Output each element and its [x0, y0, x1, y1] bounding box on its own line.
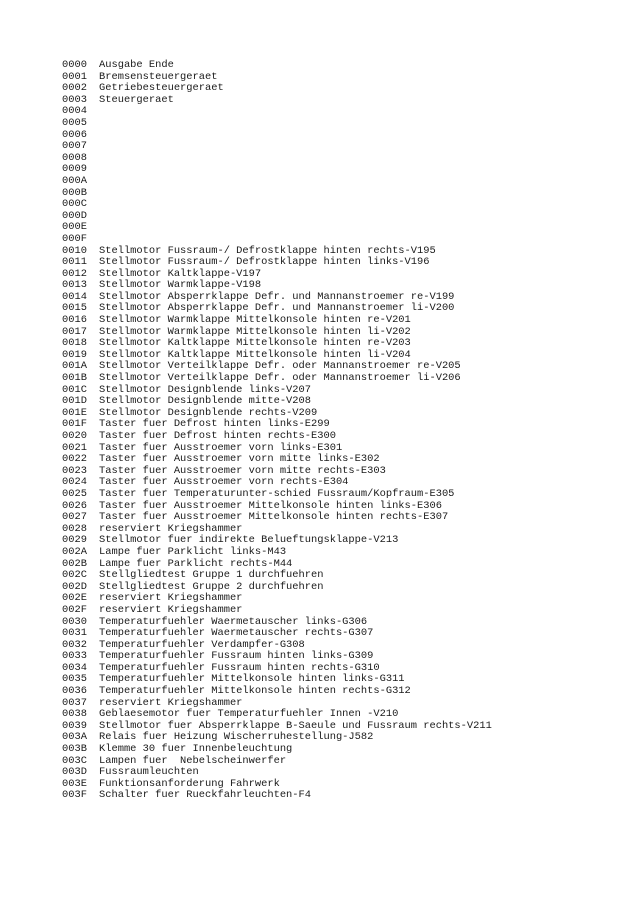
entry-code: 0037: [62, 696, 87, 709]
entry-description: Lampe fuer Parklicht rechts-M44: [99, 557, 293, 570]
entry-description: reserviert Kriegshammer: [99, 592, 243, 605]
entry-description: Temperaturfuehler Waermetauscher links-G306: [99, 615, 368, 628]
entry-code: 0032: [62, 638, 87, 651]
list-item: [62, 106, 632, 118]
entry-description: [99, 188, 632, 200]
entry-description: reserviert Kriegshammer: [99, 696, 243, 709]
list-item: [62, 130, 632, 142]
entry-code: 0031: [62, 627, 87, 640]
entry-description: Taster fuer Ausstroemer Mittelkonsole hinten rechts-E307: [99, 511, 449, 524]
entry-description: [99, 164, 632, 176]
entry-description: Stellgliedtest Gruppe 1 durchfuehren: [99, 569, 324, 582]
entry-code: 003E: [62, 777, 87, 790]
entry-description: Ausgabe Ende: [99, 59, 174, 71]
entry-code: 0006: [62, 128, 87, 141]
entry-description: Bremsensteuergeraet: [99, 70, 218, 83]
entry-description: Stellmotor Absperrklappe Defr. und Mannanstroemer re-V199: [99, 290, 455, 303]
entry-code: 0004: [62, 105, 87, 118]
entry-description: Stellmotor Kaltklappe-V197: [99, 267, 262, 280]
entry-description: Relais fuer Heizung Wischerruhestellung-J582: [99, 731, 374, 744]
entry-description: Steuergeraet: [99, 93, 174, 106]
entry-description: Lampen fuer Nebelscheinwerfer: [99, 754, 287, 767]
entry-description: [99, 211, 632, 223]
entry-description: Stellmotor Fussraum-/ Defrostklappe hinten links-V196: [99, 256, 430, 269]
entry-code: 0019: [62, 348, 87, 361]
entry-code: 0000: [62, 59, 87, 71]
code-list: [62, 60, 632, 802]
entry-description: Temperaturfuehler Waermetauscher rechts-G307: [99, 627, 374, 640]
entry-code: 001F: [62, 418, 87, 431]
entry-code: 003C: [62, 754, 87, 767]
entry-description: [99, 199, 632, 211]
list-item: [62, 373, 632, 385]
entry-code: 0035: [62, 673, 87, 686]
list-item: [62, 686, 632, 698]
list-item: [62, 199, 632, 211]
entry-code: 0039: [62, 719, 87, 732]
entry-description: reserviert Kriegshammer: [99, 522, 243, 535]
entry-code: 0012: [62, 267, 87, 280]
list-item: [62, 211, 632, 223]
entry-code: 0020: [62, 430, 87, 442]
entry-code: 002B: [62, 557, 87, 570]
entry-description: Stellmotor Designblende mitte-V208: [99, 395, 312, 408]
entry-code: 000E: [62, 221, 87, 234]
entry-description: Temperaturfuehler Verdampfer-G308: [99, 638, 305, 651]
list-item: [62, 188, 632, 200]
entry-code: 002D: [62, 580, 87, 593]
entry-code: 000C: [62, 198, 87, 211]
entry-code: 0026: [62, 499, 87, 512]
entry-description: Stellmotor Kaltklappe Mittelkonsole hinten li-V204: [99, 348, 411, 361]
entry-code: 0015: [62, 302, 87, 315]
entry-description: Taster fuer Ausstroemer vorn links-E301: [99, 441, 343, 454]
entry-code: 0030: [62, 615, 87, 628]
entry-description: Schalter fuer Rueckfahrleuchten-F4: [99, 789, 312, 802]
entry-description: Taster fuer Ausstroemer Mittelkonsole hinten links-E306: [99, 499, 442, 512]
entry-code: 000F: [62, 232, 87, 245]
entry-code: 003A: [62, 731, 87, 744]
entry-description: Stellmotor Verteilklappe Defr. oder Mannanstroemer li-V206: [99, 372, 461, 385]
entry-description: Stellmotor Warmklappe-V198: [99, 279, 262, 292]
entry-code: 001D: [62, 395, 87, 408]
entry-description: [99, 141, 632, 153]
entry-code: 0022: [62, 453, 87, 466]
entry-code: 001B: [62, 372, 87, 385]
list-item: [62, 164, 632, 176]
entry-description: Stellmotor fuer Absperrklappe B-Saeule und Fussraum rechts-V211: [99, 719, 492, 732]
list-item: [62, 234, 632, 246]
entry-code: 0003: [62, 93, 87, 106]
entry-code: 0010: [62, 244, 87, 257]
entry-code: 0016: [62, 314, 87, 327]
entry-description: Lampe fuer Parklicht links-M43: [99, 545, 287, 558]
entry-code: 003F: [62, 789, 87, 802]
entry-code: 002E: [62, 592, 87, 605]
list-item: [62, 141, 632, 153]
list-item: [62, 176, 632, 188]
entry-description: Taster fuer Defrost hinten rechts-E300: [99, 430, 336, 442]
entry-description: Getriebesteuergeraet: [99, 82, 224, 95]
entry-description: Taster fuer Ausstroemer vorn mitte links-E302: [99, 453, 380, 466]
entry-code: 001E: [62, 406, 87, 419]
entry-description: Taster fuer Ausstroemer vorn rechts-E304: [99, 476, 349, 489]
list-item: [62, 431, 632, 443]
entry-code: 0007: [62, 140, 87, 153]
entry-code: 0034: [62, 661, 87, 674]
entry-code: 0001: [62, 70, 87, 83]
entry-code: 000D: [62, 209, 87, 222]
entry-description: Stellmotor Kaltklappe Mittelkonsole hinten re-V203: [99, 337, 411, 350]
entry-code: 0024: [62, 476, 87, 489]
entry-description: [99, 118, 632, 130]
entry-code: 0017: [62, 325, 87, 338]
entry-code: 0021: [62, 441, 87, 454]
entry-code: 002C: [62, 569, 87, 582]
entry-code: 001A: [62, 360, 87, 373]
entry-description: Stellmotor Verteilklappe Defr. oder Mannanstroemer re-V205: [99, 360, 461, 373]
entry-code: 0008: [62, 151, 87, 164]
entry-description: Funktionsanforderung Fahrwerk: [99, 777, 280, 790]
entry-code: 0029: [62, 534, 87, 547]
entry-description: [99, 106, 632, 118]
entry-description: [99, 130, 632, 142]
entry-code: 0038: [62, 708, 87, 721]
entry-code: 000B: [62, 186, 87, 199]
entry-description: Stellmotor Warmklappe Mittelkonsole hinten re-V201: [99, 314, 411, 327]
entry-description: Temperaturfuehler Fussraum hinten links-G309: [99, 650, 374, 663]
list-item: [62, 547, 632, 559]
entry-description: [99, 153, 632, 165]
entry-code: 0028: [62, 522, 87, 535]
entry-code: 000A: [62, 174, 87, 187]
list-item: [62, 605, 632, 617]
list-item: [62, 257, 632, 269]
entry-code: 0005: [62, 116, 87, 129]
entry-code: 0025: [62, 487, 87, 500]
entry-description: Klemme 30 fuer Innenbeleuchtung: [99, 743, 293, 756]
entry-description: Taster fuer Defrost hinten links-E299: [99, 418, 330, 431]
entry-code: 0027: [62, 511, 87, 524]
entry-code: 0033: [62, 650, 87, 663]
entry-code: 002F: [62, 603, 87, 616]
list-item: [62, 60, 632, 72]
entry-code: 0009: [62, 163, 87, 176]
entry-code: 002A: [62, 545, 87, 558]
entry-description: Temperaturfuehler Mittelkonsole hinten links-G311: [99, 673, 405, 686]
entry-description: Stellmotor Designblende rechts-V209: [99, 406, 318, 419]
entry-code: 0002: [62, 82, 87, 95]
entry-code: 003B: [62, 743, 87, 756]
entry-description: Stellmotor Fussraum-/ Defrostklappe hinten rechts-V195: [99, 244, 436, 257]
list-item: [62, 489, 632, 501]
entry-description: reserviert Kriegshammer: [99, 603, 243, 616]
entry-description: Stellmotor Absperrklappe Defr. und Mannanstroemer li-V200: [99, 302, 455, 315]
entry-code: 0014: [62, 290, 87, 303]
list-item: [62, 790, 632, 802]
list-item: [62, 315, 632, 327]
entry-code: 0023: [62, 464, 87, 477]
list-item: [62, 744, 632, 756]
list-item: [62, 153, 632, 165]
entry-description: Stellgliedtest Gruppe 2 durchfuehren: [99, 580, 324, 593]
entry-description: [99, 222, 632, 234]
list-item: [62, 628, 632, 640]
entry-code: 0011: [62, 256, 87, 269]
entry-description: Taster fuer Temperaturunter-schied Fussraum/Kopfraum-E305: [99, 487, 455, 500]
list-item: [62, 512, 632, 524]
list-item: [62, 95, 632, 107]
list-item: [62, 118, 632, 130]
entry-code: 0036: [62, 685, 87, 698]
entry-description: Temperaturfuehler Mittelkonsole hinten rechts-G312: [99, 685, 411, 698]
entry-description: Stellmotor Warmklappe Mittelkonsole hinten li-V202: [99, 325, 411, 338]
entry-description: Geblaesemotor fuer Temperaturfuehler Innen -V210: [99, 708, 399, 721]
entry-description: Temperaturfuehler Fussraum hinten rechts-G310: [99, 661, 380, 674]
entry-code: 003D: [62, 766, 87, 779]
entry-code: 0013: [62, 279, 87, 292]
entry-description: [99, 176, 632, 188]
list-item: [62, 222, 632, 234]
entry-code: 0018: [62, 337, 87, 350]
entry-description: Fussraumleuchten: [99, 766, 199, 779]
entry-description: [99, 234, 632, 246]
entry-description: Taster fuer Ausstroemer vorn mitte rechts-E303: [99, 464, 386, 477]
list-item: [62, 570, 632, 582]
entry-code: 001C: [62, 383, 87, 396]
entry-description: Stellmotor Designblende links-V207: [99, 383, 312, 396]
entry-description: Stellmotor fuer indirekte Belueftungsklappe-V213: [99, 534, 399, 547]
